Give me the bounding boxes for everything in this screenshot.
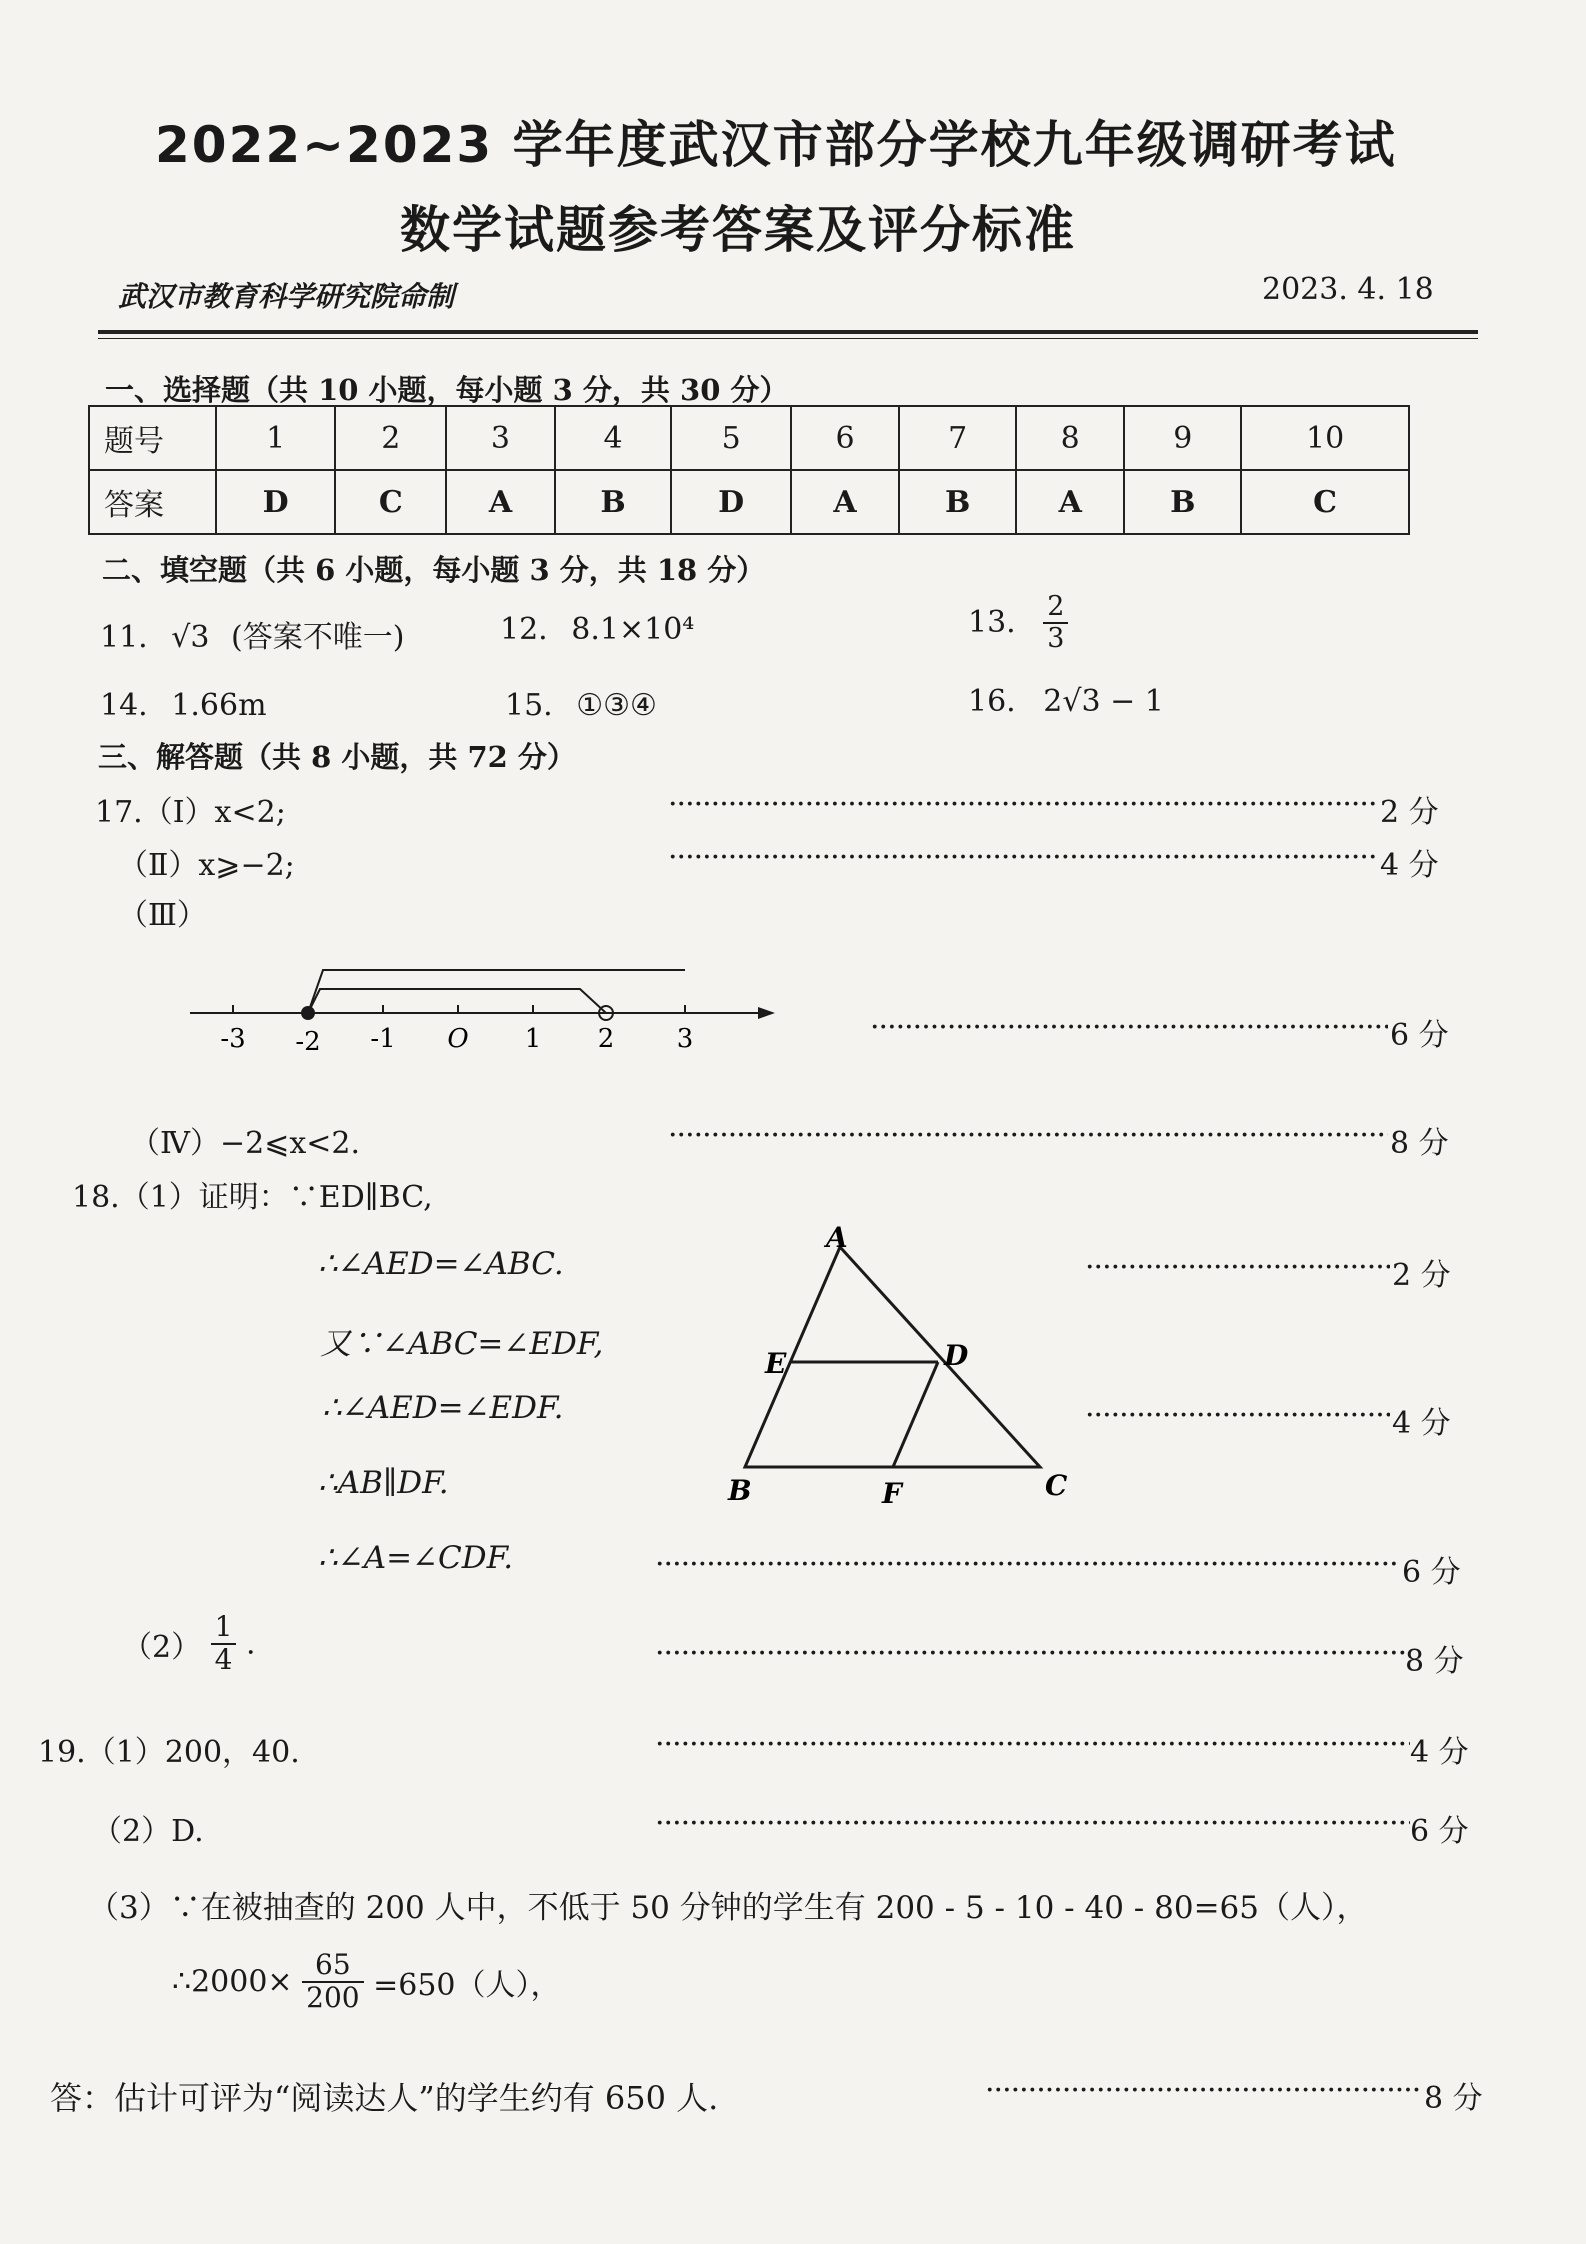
dot-leader [668,840,1378,875]
score-label: 4 分 [1410,1735,1469,1770]
table-cell: 7 [899,406,1016,470]
table-cell: 5 [671,406,790,470]
table-cell: 1 [216,406,335,470]
q11-number: 11. [100,620,148,655]
header-rule-thin [98,338,1478,339]
section-1-heading: 一、选择题（共 10 小题，每小题 3 分，共 30 分） [105,373,789,407]
q19-calc-post: =650（人）， [373,1967,561,2003]
table-cell: D [216,470,335,534]
exam-date: 2023. 4. 18 [1262,272,1434,307]
q17-part-iii: （Ⅲ） [118,898,207,933]
table-cell: A [446,470,554,534]
dot-leader [985,2073,1423,2108]
vertex-label-A: A [826,1225,848,1254]
q18-part-2 [122,1612,256,1676]
dot-leader [655,1547,1400,1582]
q13 [968,592,1068,653]
number-line [180,955,800,1065]
table-cell: A [791,470,899,534]
score-label: 8 分 [1405,1644,1464,1679]
dot-leader [1085,1250,1390,1285]
score-label: 2 分 [1392,1258,1451,1293]
table-cell: 4 [555,406,672,470]
q19-calc-denominator: 200 [306,1980,360,2014]
vertex-label-C: C [1045,1469,1068,1502]
tick-label: 2 [597,1024,615,1054]
q19-calc-pre: ∴2000× [172,1964,293,2000]
q12 [500,612,694,647]
vertex-label-B: B [728,1474,752,1507]
triangle-figure [720,1225,1080,1515]
score-label: 8 分 [1390,1126,1449,1161]
q14-number: 14. [100,688,148,723]
table-cell: B [899,470,1016,534]
vertex-label-D: D [944,1339,969,1372]
table-cell: B [555,470,672,534]
table-cell: C [335,470,446,534]
q19-answer: 答：估计可评为“阅读达人”的学生约有 650 人. [50,2079,719,2117]
table-cell: A [1016,470,1124,534]
row-label-number: 题号 [89,406,216,470]
table-cell: 3 [446,406,554,470]
table-cell: D [671,470,790,534]
q18-line-3: ∴∠AED=∠EDF. [322,1390,564,1426]
score-label: 4 分 [1392,1406,1451,1441]
dot-leader [870,1010,1388,1045]
tick-label: -2 [295,1027,321,1057]
dot-leader [668,787,1378,822]
q17-part-iv: （Ⅳ）−2⩽x<2. [130,1126,361,1161]
table-cell: 9 [1124,406,1241,470]
q17-part-i: 17.（Ⅰ）x<2; [95,795,286,830]
header-rule-thick [98,330,1478,334]
table-cell: C [1241,470,1409,534]
q18-line-5: ∴∠A=∠CDF. [318,1540,514,1576]
q19-part-3: （3）∵在被抽查的 200 人中，不低于 50 分钟的学生有 200 - 5 - 10 - 40 - 80=65（人）， [88,1890,1368,1926]
q16-number: 16. [968,684,1016,719]
q13-denominator: 3 [1047,622,1065,654]
score-label: 8 分 [1424,2081,1483,2116]
table-cell: 8 [1016,406,1124,470]
vertex-label-F: F [882,1477,902,1510]
dot-leader [668,1118,1388,1153]
q18-part-2-label: （2） [122,1629,202,1665]
tick-label: 1 [524,1024,542,1054]
row-label-answer: 答案 [89,470,216,534]
q18-line-1: ∴∠AED=∠ABC. [318,1246,564,1282]
table-row-numbers [89,406,1409,470]
answer-table [88,405,1410,535]
q19-calc-fraction [302,1950,363,2014]
q19-calc-numerator: 65 [302,1950,363,1983]
table-cell: 10 [1241,406,1409,470]
dot-leader [655,1636,1405,1671]
title-line-2: 数学试题参考答案及评分标准 [400,201,1076,259]
q18-line-4: ∴AB∥DF. [318,1465,449,1501]
tick-label: -3 [220,1024,246,1054]
issuer: 武汉市教育科学研究院命制 [118,280,455,313]
q15 [505,688,657,723]
table-cell: B [1124,470,1241,534]
score-label: 2 分 [1380,795,1439,830]
q16-answer: 2√3 − 1 [1043,684,1164,719]
q16 [968,684,1164,719]
table-cell: 6 [791,406,899,470]
tick-label: O [447,1024,469,1054]
q19-calc [172,1950,561,2014]
q18-part-2-denominator: 4 [214,1642,233,1676]
tick-label: -1 [370,1024,396,1054]
section-3-heading: 三、解答题（共 8 小题，共 72 分） [98,740,576,774]
q11-answer: √3 [171,620,210,655]
q14 [100,688,267,723]
q14-answer: 1.66m [171,688,267,723]
table-row-answers [89,470,1409,534]
q11-note: (答案不唯一) [231,620,405,655]
q19-part-1: 19.（1）200，40. [38,1735,300,1770]
q18-part-2-numerator: 1 [211,1612,237,1645]
vertex-label-E: E [765,1347,787,1380]
section-2-heading: 二、填空题（共 6 小题，每小题 3 分，共 18 分） [102,553,766,587]
score-label: 6 分 [1410,1814,1469,1849]
q12-answer: 8.1×10⁴ [571,612,695,647]
q18-line-2: 又∵∠ABC=∠EDF, [320,1326,604,1362]
dot-leader [1085,1398,1390,1433]
q18-part-2-fraction [211,1612,237,1676]
q13-fraction [1043,592,1068,653]
q18-part-2-tail: . [246,1626,256,1662]
q13-numerator: 2 [1043,592,1068,624]
q11 [100,612,404,656]
q12-number: 12. [500,612,548,647]
score-label: 4 分 [1380,848,1439,883]
score-label: 6 分 [1390,1018,1449,1053]
title-line-1: 2022~2023 学年度武汉市部分学校九年级调研考试 [155,116,1397,174]
score-label: 6 分 [1402,1555,1461,1590]
q17-part-ii: （Ⅱ）x⩾−2; [118,848,295,883]
table-cell: 2 [335,406,446,470]
q15-number: 15. [505,688,553,723]
q19-part-2: （2）D. [92,1814,204,1849]
q15-answer: ①③④ [576,688,657,723]
tick-label: 3 [676,1024,694,1054]
q13-number: 13. [968,605,1016,641]
dot-leader [655,1727,1410,1762]
q18-part-1-head: 18.（1）证明：∵ED∥BC, [72,1180,433,1215]
dot-leader [655,1806,1410,1841]
